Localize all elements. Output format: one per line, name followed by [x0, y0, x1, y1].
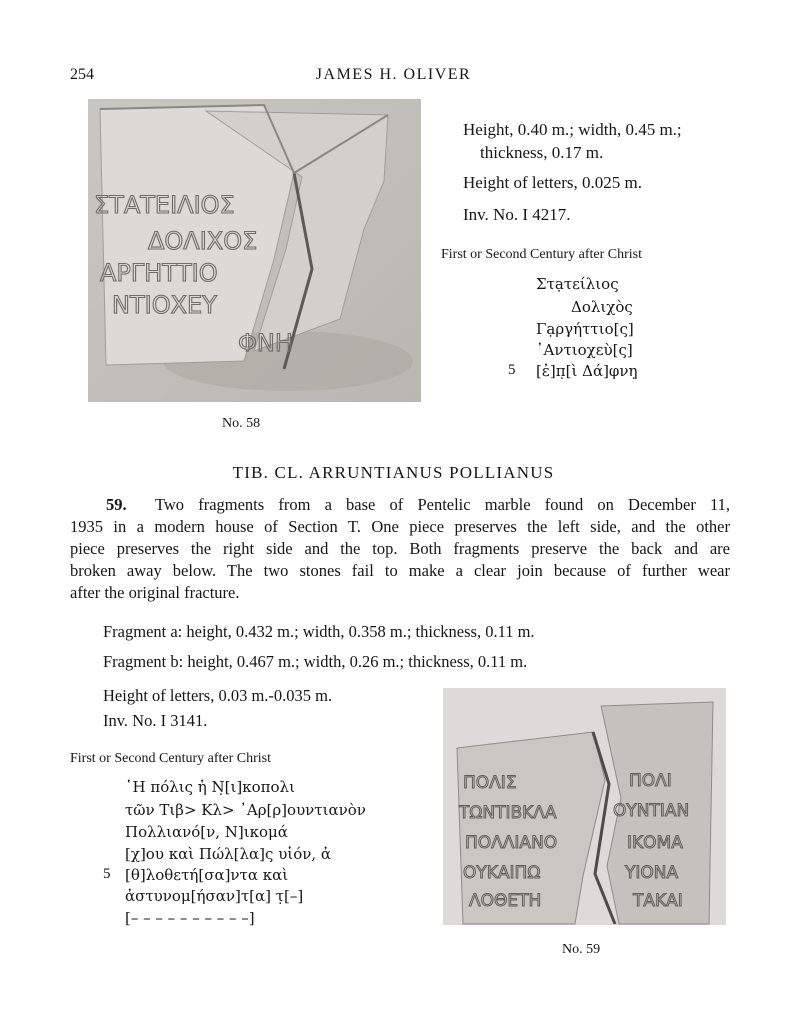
photo-line-6: ΠΟΛΙ — [629, 771, 672, 791]
photo-line-3: ΑΡΓΗΤΤΙΟ — [100, 259, 218, 287]
photo-line-4: ΝΤΙΟΧΕΥ — [112, 291, 217, 319]
photo-line-7: ΟΥΝΤΙΑΝ — [613, 801, 690, 821]
inventory-number: Inv. No. I 3141. — [103, 711, 208, 730]
paragraph-line: 1935 in a modern house of Section T. One piece preserves the left side, and the other — [70, 517, 730, 536]
paragraph-line: piece preserves the right side and the top. Both fragments preserve the back and are — [70, 539, 730, 558]
inscription-photo-58 — [88, 99, 421, 402]
photo-line-1: ΣΤΑΤΕΙΛΙΟΣ — [94, 191, 235, 219]
photo-line-3: ΠΟΛΛΙΑΝΟ — [465, 833, 558, 853]
photo-line-2: ΤΩΝΤΙΒΚΛΑ — [459, 803, 557, 823]
date-period: First or Second Century after Christ — [441, 247, 643, 262]
letter-height: Height of letters, 0.025 m. — [463, 173, 642, 192]
inscription-line: [χ]ου καὶ Πώλ[λα]ς υἱόν, ἀ — [125, 845, 332, 863]
inscription-line: ᾽Αντιοχεὺ[ς] — [536, 341, 633, 359]
photo-line-1: ΠΟΛΙΣ — [463, 773, 517, 793]
figure-caption-58: No. 58 — [222, 416, 261, 431]
date-period: First or Second Century after Christ — [70, 751, 272, 766]
inscription-line: Στạτείλιος — [536, 275, 619, 293]
inscription-line: τῶν Τιβ> Κλ> ᾽Αρ[ρ]ουντιανὸν — [125, 801, 366, 819]
inscription-line: Δολιχὸς — [571, 298, 633, 316]
inscription-line: ἀστυνομ[ήσαν]τ[α] τ̣[–] — [125, 887, 304, 905]
entry-number: 59. — [106, 495, 127, 514]
photo-line-5: ΦΝΗ — [238, 329, 293, 357]
dimensions-line-1: Height, 0.40 m.; width, 0.45 m.; — [463, 120, 682, 139]
inscription-line: [θ]λοθετή[σα]ντα καὶ — [125, 866, 289, 884]
paragraph-line: after the original fracture. — [70, 583, 240, 602]
inventory-number: Inv. No. I 4217. — [463, 205, 571, 224]
page-number: 254 — [70, 66, 94, 83]
inscription-line: Πολλιανό[ν, Ν]ικομά — [125, 823, 288, 841]
inscription-line: [ἐ]π̣[ὶ Δά]φνη̣ — [536, 362, 638, 380]
photo-line-4: ΟΥΚΑΙΠΩ — [463, 863, 541, 883]
photo-line-10: ΤΑΚΑΙ — [633, 891, 683, 911]
paragraph-line: broken away below. The two stones fail to make a clear join because of further wear — [70, 561, 730, 580]
section-heading: TIB. CL. ARRUNTIANUS POLLIANUS — [232, 463, 555, 482]
inscription-line: [– – – – – – – – – –] — [125, 909, 255, 927]
photo-line-9: ΥΙΟΝΑ — [625, 863, 679, 883]
inscription-photo-59 — [443, 688, 726, 925]
letter-height: Height of letters, 0.03 m.-0.035 m. — [103, 686, 333, 705]
inscription-line: ῾Η πόλις ἡ Ν̣[ι]κοπολι — [125, 778, 295, 796]
fragment-b-dimensions: Fragment b: height, 0.467 m.; width, 0.26 m.; thickness, 0.11 m. — [103, 652, 528, 671]
running-head: JAMES H. OLIVER — [315, 66, 472, 83]
photo-line-8: ΙΚΟΜΑ — [627, 833, 683, 853]
line-number: 5 — [103, 866, 111, 882]
photo-line-2: ΔΟΛΙΧΟΣ — [148, 227, 258, 255]
paragraph-line: 59. Two fragments from a base of Pentelic marble found on December 11, — [106, 495, 730, 514]
dimensions-line-2: thickness, 0.17 m. — [480, 143, 604, 162]
figure-caption-59: No. 59 — [562, 942, 601, 957]
inscription-line: Γạργήττιο[ς] — [536, 320, 634, 338]
entry-59-description — [70, 494, 730, 604]
fragment-a-dimensions: Fragment a: height, 0.432 m.; width, 0.358 m.; thickness, 0.11 m. — [103, 622, 535, 641]
photo-line-5: ΛΟΘΕΤΗ — [469, 891, 542, 911]
line-number: 5 — [508, 362, 516, 378]
